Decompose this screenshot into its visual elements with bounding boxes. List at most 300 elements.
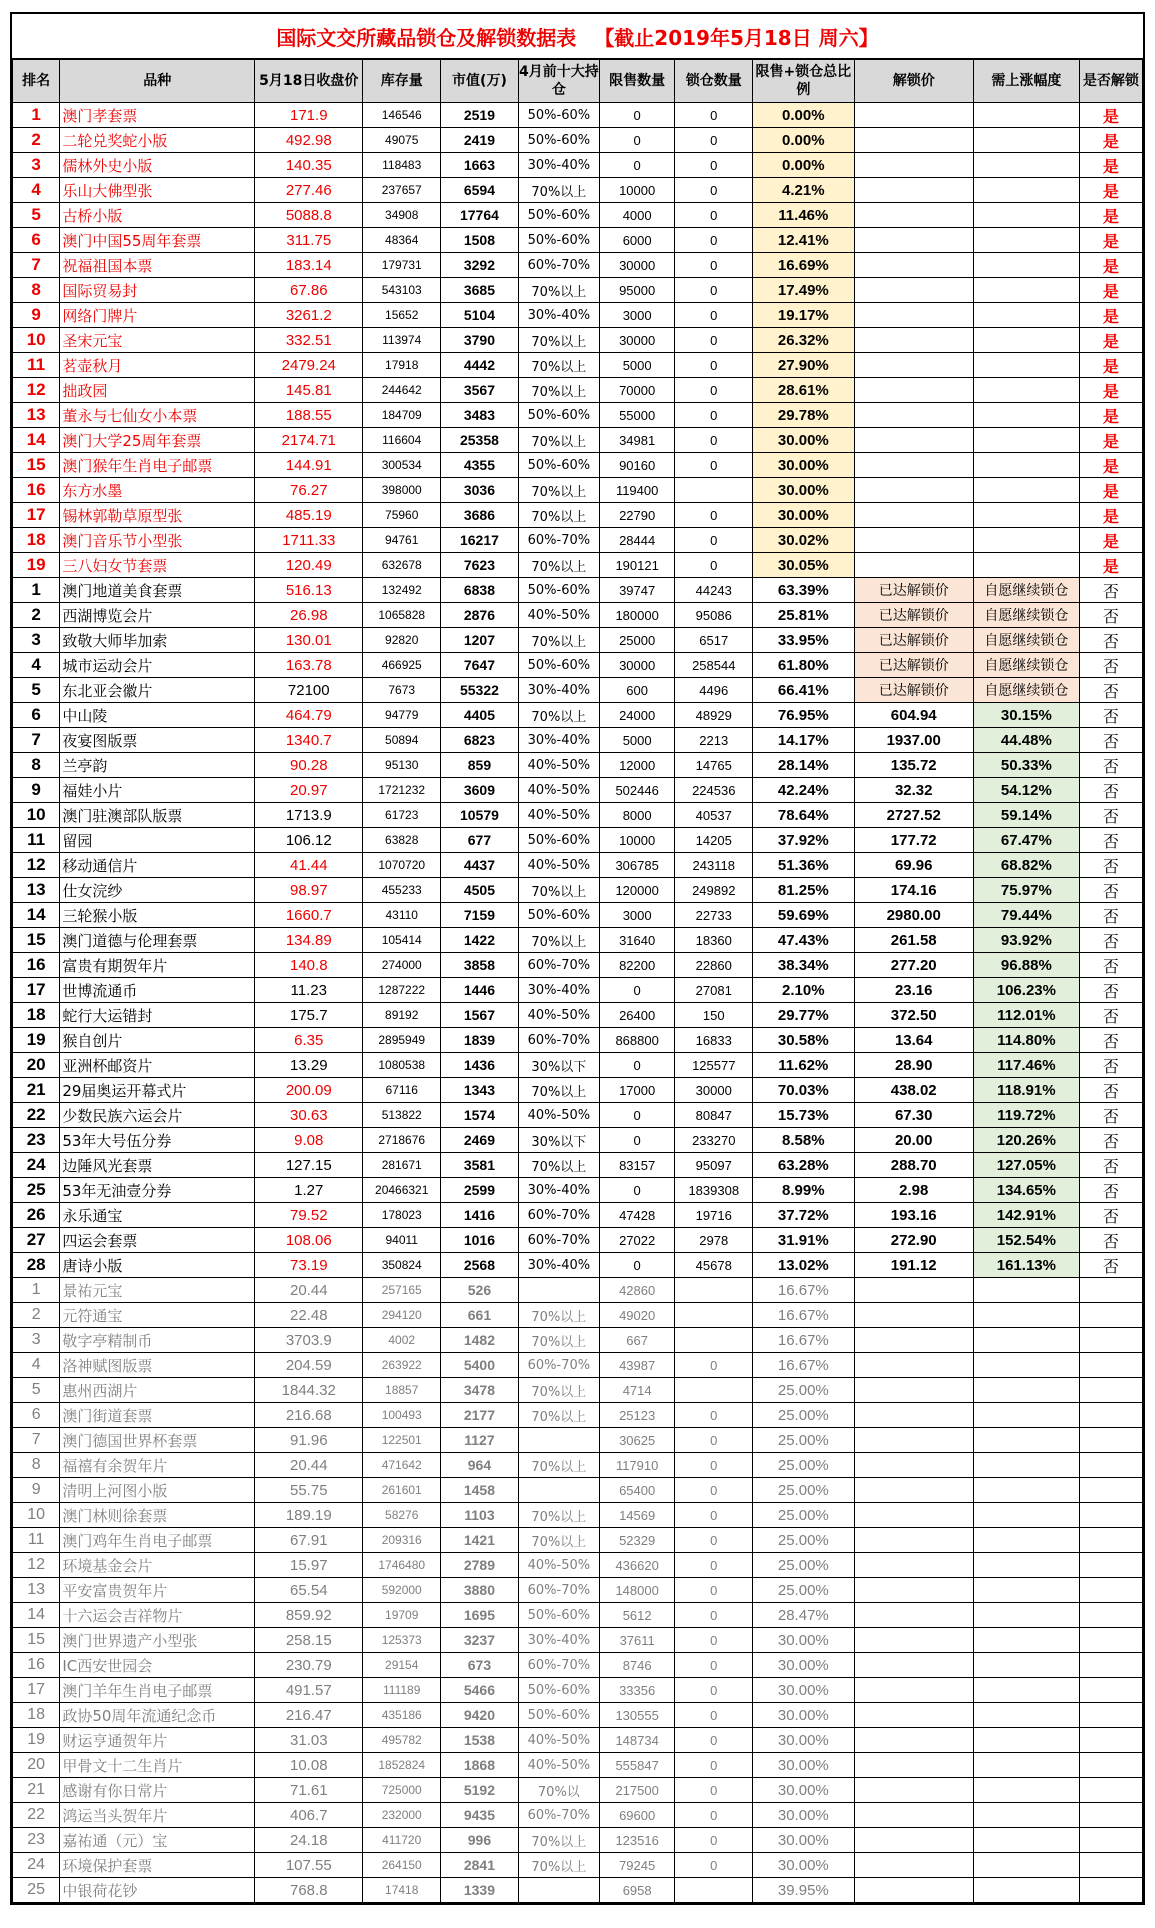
locked-cell: 45678: [675, 1253, 753, 1278]
stock-cell: 237657: [363, 178, 441, 203]
name-cell: 福禧有余贺年片: [60, 1453, 255, 1478]
locked-cell: 0: [675, 1578, 753, 1603]
stock-cell: 17918: [363, 353, 441, 378]
price-cell: 15.97: [255, 1553, 363, 1578]
unlocked-cell: [1079, 1428, 1142, 1453]
top10-cell: 50%-60%: [518, 903, 599, 928]
rank-cell: 9: [13, 1478, 60, 1503]
restricted-cell: 30000: [599, 328, 674, 353]
name-cell: 平安富贵贺年片: [60, 1578, 255, 1603]
market-value-cell: 3609: [441, 778, 519, 803]
ratio-cell: 25.00%: [753, 1428, 854, 1453]
ratio-cell: 31.91%: [753, 1228, 854, 1253]
top10-cell: 50%-60%: [518, 1703, 599, 1728]
ratio-cell: 25.00%: [753, 1378, 854, 1403]
table-row: [13, 1728, 1143, 1753]
rank-cell: 10: [13, 328, 60, 353]
price-cell: 171.9: [255, 103, 363, 128]
unlock-price-cell: [854, 1828, 973, 1853]
table-row: [13, 853, 1143, 878]
top10-cell: 70%以上: [518, 1328, 599, 1353]
ratio-cell: 30.00%: [753, 1853, 854, 1878]
ratio-cell: 37.92%: [753, 828, 854, 853]
rank-cell: 23: [13, 1828, 60, 1853]
stock-cell: 257165: [363, 1278, 441, 1303]
rise-cell: 67.47%: [973, 828, 1079, 853]
locked-cell: 48929: [675, 703, 753, 728]
rank-cell: 21: [13, 1778, 60, 1803]
price-cell: 26.98: [255, 603, 363, 628]
ratio-cell: 0.00%: [753, 103, 854, 128]
top10-cell: 50%-60%: [518, 828, 599, 853]
price-cell: 311.75: [255, 228, 363, 253]
restricted-cell: 28444: [599, 528, 674, 553]
ratio-cell: 25.81%: [753, 603, 854, 628]
rank-cell: 1: [13, 1278, 60, 1303]
rank-cell: 23: [13, 1128, 60, 1153]
price-cell: 216.47: [255, 1703, 363, 1728]
unlock-price-cell: [854, 1803, 973, 1828]
name-cell: 澳门驻澳部队版票: [60, 803, 255, 828]
name-cell: 亚洲杯邮资片: [60, 1053, 255, 1078]
name-cell: 西湖博览会片: [60, 603, 255, 628]
title-bar: [12, 14, 1143, 59]
name-cell: 景祐元宝: [60, 1278, 255, 1303]
stock-cell: 244642: [363, 378, 441, 403]
unlock-price-cell: 372.50: [854, 1003, 973, 1028]
top10-cell: 50%-60%: [518, 653, 599, 678]
market-value-cell: 5104: [441, 303, 519, 328]
table-row: [13, 1778, 1143, 1803]
top10-cell: 50%-60%: [518, 1678, 599, 1703]
locked-cell: 2978: [675, 1228, 753, 1253]
ratio-cell: 30.00%: [753, 428, 854, 453]
name-cell: 祝福祖国本票: [60, 253, 255, 278]
unlock-price-cell: 已达解锁价: [854, 653, 973, 678]
restricted-cell: 25000: [599, 628, 674, 653]
price-cell: 71.61: [255, 1778, 363, 1803]
unlock-price-cell: [854, 503, 973, 528]
name-cell: 城市运动会片: [60, 653, 255, 678]
price-cell: 31.03: [255, 1728, 363, 1753]
price-cell: 2174.71: [255, 428, 363, 453]
unlocked-cell: 否: [1079, 978, 1142, 1003]
unlock-price-cell: [854, 528, 973, 553]
rank-cell: 28: [13, 1253, 60, 1278]
table-row: [13, 1403, 1143, 1428]
rank-cell: 6: [13, 228, 60, 253]
locked-cell: 0: [675, 1553, 753, 1578]
top10-cell: 70%以上: [518, 1828, 599, 1853]
table-row: [13, 1553, 1143, 1578]
rank-cell: 16: [13, 1653, 60, 1678]
top10-cell: 30%-40%: [518, 1178, 599, 1203]
restricted-cell: 79245: [599, 1853, 674, 1878]
ratio-cell: 28.61%: [753, 378, 854, 403]
unlock-price-cell: [854, 1878, 973, 1903]
stock-cell: 43110: [363, 903, 441, 928]
rise-cell: [973, 1628, 1079, 1653]
top10-cell: 60%-70%: [518, 1203, 599, 1228]
table-row: [13, 1753, 1143, 1778]
ratio-cell: 16.69%: [753, 253, 854, 278]
rise-cell: [973, 378, 1079, 403]
top10-cell: 70%以上: [518, 628, 599, 653]
restricted-cell: 0: [599, 103, 674, 128]
unlocked-cell: [1079, 1828, 1142, 1853]
market-value-cell: 9435: [441, 1803, 519, 1828]
restricted-cell: 868800: [599, 1028, 674, 1053]
restricted-cell: 0: [599, 1103, 674, 1128]
name-cell: 惠州西湖片: [60, 1378, 255, 1403]
stock-cell: 274000: [363, 953, 441, 978]
stock-cell: 4002: [363, 1328, 441, 1353]
locked-cell: 40537: [675, 803, 753, 828]
locked-cell: 0: [675, 1753, 753, 1778]
rise-cell: [973, 528, 1079, 553]
rank-cell: 13: [13, 1578, 60, 1603]
rank-cell: 8: [13, 753, 60, 778]
table-row: [13, 103, 1143, 128]
name-cell: 53年大号伍分券: [60, 1128, 255, 1153]
top10-cell: 70%以上: [518, 1303, 599, 1328]
name-cell: 澳门鸡年生肖电子邮票: [60, 1528, 255, 1553]
rank-cell: 17: [13, 1678, 60, 1703]
rise-cell: [973, 1603, 1079, 1628]
unlocked-cell: [1079, 1853, 1142, 1878]
price-cell: 1660.7: [255, 903, 363, 928]
unlock-price-cell: 20.00: [854, 1128, 973, 1153]
name-cell: 边陲风光套票: [60, 1153, 255, 1178]
price-cell: 5088.8: [255, 203, 363, 228]
top10-cell: 50%-60%: [518, 228, 599, 253]
price-cell: 144.91: [255, 453, 363, 478]
unlocked-cell: 否: [1079, 1103, 1142, 1128]
name-cell: 留园: [60, 828, 255, 853]
table-row: [13, 328, 1143, 353]
unlocked-cell: 否: [1079, 753, 1142, 778]
price-cell: 204.59: [255, 1353, 363, 1378]
market-value-cell: 7623: [441, 553, 519, 578]
name-cell: 圣宋元宝: [60, 328, 255, 353]
table-row: [13, 478, 1143, 503]
rise-cell: 30.15%: [973, 703, 1079, 728]
stock-cell: 118483: [363, 153, 441, 178]
locked-cell: 0: [675, 1528, 753, 1553]
rank-cell: 5: [13, 203, 60, 228]
price-cell: 516.13: [255, 578, 363, 603]
stock-cell: 1721232: [363, 778, 441, 803]
unlock-price-cell: 272.90: [854, 1228, 973, 1253]
price-cell: 72100: [255, 678, 363, 703]
locked-cell: 0: [675, 328, 753, 353]
rise-cell: [973, 353, 1079, 378]
locked-cell: 95086: [675, 603, 753, 628]
table-row: [13, 503, 1143, 528]
price-cell: 55.75: [255, 1478, 363, 1503]
price-cell: 1340.7: [255, 728, 363, 753]
name-cell: 三轮猴小版: [60, 903, 255, 928]
name-cell: 澳门世界遗产小型张: [60, 1628, 255, 1653]
restricted-cell: 25123: [599, 1403, 674, 1428]
ratio-cell: 29.78%: [753, 403, 854, 428]
top10-cell: 60%-70%: [518, 1228, 599, 1253]
market-value-cell: 3790: [441, 328, 519, 353]
unlock-price-cell: [854, 1503, 973, 1528]
market-value-cell: 1574: [441, 1103, 519, 1128]
rank-cell: 25: [13, 1878, 60, 1903]
rise-cell: 75.97%: [973, 878, 1079, 903]
market-value-cell: 2519: [441, 103, 519, 128]
unlock-price-cell: [854, 1753, 973, 1778]
unlock-price-cell: 135.72: [854, 753, 973, 778]
unlocked-cell: [1079, 1378, 1142, 1403]
unlocked-cell: 否: [1079, 728, 1142, 753]
ratio-cell: 25.00%: [753, 1578, 854, 1603]
name-cell: 澳门中国55周年套票: [60, 228, 255, 253]
market-value-cell: 4405: [441, 703, 519, 728]
locked-cell: 243118: [675, 853, 753, 878]
market-value-cell: 859: [441, 753, 519, 778]
unlocked-cell: 否: [1079, 953, 1142, 978]
table-row: [13, 1453, 1143, 1478]
unlock-price-cell: [854, 1303, 973, 1328]
ratio-cell: 63.28%: [753, 1153, 854, 1178]
ratio-cell: 2.10%: [753, 978, 854, 1003]
rank-cell: 11: [13, 828, 60, 853]
top10-cell: 40%-50%: [518, 1003, 599, 1028]
stock-cell: 1287222: [363, 978, 441, 1003]
unlock-price-cell: [854, 103, 973, 128]
table-row: [13, 1503, 1143, 1528]
price-cell: 3261.2: [255, 303, 363, 328]
top10-cell: 50%-60%: [518, 1603, 599, 1628]
unlocked-cell: 是: [1079, 103, 1142, 128]
market-value-cell: 2177: [441, 1403, 519, 1428]
price-cell: 200.09: [255, 1078, 363, 1103]
stock-cell: 513822: [363, 1103, 441, 1128]
price-cell: 1711.33: [255, 528, 363, 553]
rise-cell: 自愿继续锁仓: [973, 653, 1079, 678]
price-cell: 140.8: [255, 953, 363, 978]
restricted-cell: 22790: [599, 503, 674, 528]
unlocked-cell: 否: [1079, 1078, 1142, 1103]
unlocked-cell: [1079, 1328, 1142, 1353]
restricted-cell: 6958: [599, 1878, 674, 1903]
name-cell: 洛神赋图版票: [60, 1353, 255, 1378]
unlocked-cell: [1079, 1653, 1142, 1678]
name-cell: 政协50周年流通纪念币: [60, 1703, 255, 1728]
unlocked-cell: [1079, 1478, 1142, 1503]
table-row: [13, 978, 1143, 1003]
market-value-cell: 3858: [441, 953, 519, 978]
name-cell: 环境保护套票: [60, 1853, 255, 1878]
stock-cell: 18857: [363, 1378, 441, 1403]
restricted-cell: 30000: [599, 653, 674, 678]
restricted-cell: 3000: [599, 903, 674, 928]
name-cell: 四运会套票: [60, 1228, 255, 1253]
stock-cell: 34908: [363, 203, 441, 228]
stock-cell: 89192: [363, 1003, 441, 1028]
top10-cell: 50%-60%: [518, 453, 599, 478]
stock-cell: 17418: [363, 1878, 441, 1903]
restricted-cell: 24000: [599, 703, 674, 728]
table-row: [13, 403, 1143, 428]
table-row: [13, 1378, 1143, 1403]
rise-cell: 118.91%: [973, 1078, 1079, 1103]
unlock-price-cell: [854, 378, 973, 403]
stock-cell: 19709: [363, 1603, 441, 1628]
ratio-cell: 70.03%: [753, 1078, 854, 1103]
rank-cell: 21: [13, 1078, 60, 1103]
market-value-cell: 3567: [441, 378, 519, 403]
top10-cell: 70%以上: [518, 1403, 599, 1428]
stock-cell: 95130: [363, 753, 441, 778]
top10-cell: [518, 1428, 599, 1453]
restricted-cell: 600: [599, 678, 674, 703]
rise-cell: [973, 453, 1079, 478]
stock-cell: 146546: [363, 103, 441, 128]
market-value-cell: 4505: [441, 878, 519, 903]
rank-cell: 12: [13, 853, 60, 878]
top10-cell: 50%-60%: [518, 403, 599, 428]
unlock-price-cell: 已达解锁价: [854, 678, 973, 703]
restricted-cell: 148734: [599, 1728, 674, 1753]
top10-cell: 70%以上: [518, 328, 599, 353]
ratio-cell: 15.73%: [753, 1103, 854, 1128]
ratio-cell: 78.64%: [753, 803, 854, 828]
unlock-price-cell: [854, 1653, 973, 1678]
ratio-cell: 33.95%: [753, 628, 854, 653]
price-cell: 91.96: [255, 1428, 363, 1453]
top10-cell: 70%以上: [518, 878, 599, 903]
ratio-cell: 59.69%: [753, 903, 854, 928]
ratio-cell: 30.00%: [753, 1703, 854, 1728]
name-cell: 夜宴图版票: [60, 728, 255, 753]
rise-cell: 自愿继续锁仓: [973, 628, 1079, 653]
rise-cell: [973, 553, 1079, 578]
unlocked-cell: [1079, 1603, 1142, 1628]
restricted-cell: 502446: [599, 778, 674, 803]
locked-cell: 18360: [675, 928, 753, 953]
name-cell: 29届奥运开幕式片: [60, 1078, 255, 1103]
stock-cell: 294120: [363, 1303, 441, 1328]
table-row: [13, 1803, 1143, 1828]
ratio-cell: 30.00%: [753, 1728, 854, 1753]
name-cell: 仕女浣纱: [60, 878, 255, 903]
stock-cell: 100493: [363, 1403, 441, 1428]
rise-cell: 96.88%: [973, 953, 1079, 978]
locked-cell: 0: [675, 178, 753, 203]
unlocked-cell: 否: [1079, 1153, 1142, 1178]
ratio-cell: 11.62%: [753, 1053, 854, 1078]
name-cell: 环境基金会片: [60, 1553, 255, 1578]
locked-cell: 0: [675, 403, 753, 428]
rank-cell: 15: [13, 1628, 60, 1653]
rank-cell: 27: [13, 1228, 60, 1253]
unlock-price-cell: [854, 1528, 973, 1553]
unlock-price-cell: [854, 353, 973, 378]
rank-cell: 14: [13, 903, 60, 928]
rank-cell: 24: [13, 1853, 60, 1878]
ratio-cell: 16.67%: [753, 1278, 854, 1303]
rank-cell: 10: [13, 1503, 60, 1528]
top10-cell: 30%以下: [518, 1053, 599, 1078]
rise-cell: 114.80%: [973, 1028, 1079, 1053]
ratio-cell: 12.41%: [753, 228, 854, 253]
rise-cell: [973, 1578, 1079, 1603]
name-cell: 二轮兑奖蛇小版: [60, 128, 255, 153]
top10-cell: 70%以上: [518, 1503, 599, 1528]
locked-cell: 30000: [675, 1078, 753, 1103]
rise-cell: [973, 178, 1079, 203]
price-cell: 20.97: [255, 778, 363, 803]
rise-cell: 117.46%: [973, 1053, 1079, 1078]
rise-cell: 44.48%: [973, 728, 1079, 753]
header-cell-price: 5月18日收盘价: [255, 60, 363, 103]
restricted-cell: 0: [599, 1128, 674, 1153]
rise-cell: [973, 128, 1079, 153]
top10-cell: 30%-40%: [518, 1628, 599, 1653]
restricted-cell: 0: [599, 1178, 674, 1203]
table-row: [13, 1853, 1143, 1878]
stock-cell: 116604: [363, 428, 441, 453]
table-row: [13, 778, 1143, 803]
market-value-cell: 996: [441, 1828, 519, 1853]
unlocked-cell: [1079, 1353, 1142, 1378]
restricted-cell: 90160: [599, 453, 674, 478]
market-value-cell: 16217: [441, 528, 519, 553]
sheet-date: 【截止2019年5月18日 周六】: [594, 25, 879, 50]
price-cell: 406.7: [255, 1803, 363, 1828]
market-value-cell: 661: [441, 1303, 519, 1328]
restricted-cell: 82200: [599, 953, 674, 978]
rank-cell: 13: [13, 403, 60, 428]
unlock-price-cell: 193.16: [854, 1203, 973, 1228]
unlocked-cell: [1079, 1303, 1142, 1328]
name-cell: 移动通信片: [60, 853, 255, 878]
name-cell: 澳门德国世界杯套票: [60, 1428, 255, 1453]
market-value-cell: 1339: [441, 1878, 519, 1903]
top10-cell: 70%以上: [518, 378, 599, 403]
rank-cell: 18: [13, 1703, 60, 1728]
restricted-cell: 130555: [599, 1703, 674, 1728]
stock-cell: 471642: [363, 1453, 441, 1478]
ratio-cell: 30.00%: [753, 1678, 854, 1703]
rank-cell: 18: [13, 1003, 60, 1028]
rise-cell: 134.65%: [973, 1178, 1079, 1203]
unlocked-cell: [1079, 1553, 1142, 1578]
rank-cell: 7: [13, 253, 60, 278]
price-cell: 6.35: [255, 1028, 363, 1053]
table-row: [13, 278, 1143, 303]
rise-cell: [973, 1353, 1079, 1378]
name-cell: 儒林外史小版: [60, 153, 255, 178]
stock-cell: 466925: [363, 653, 441, 678]
ratio-cell: 61.80%: [753, 653, 854, 678]
restricted-cell: 52329: [599, 1528, 674, 1553]
name-cell: 唐诗小版: [60, 1253, 255, 1278]
ratio-cell: 66.41%: [753, 678, 854, 703]
rise-cell: [973, 1403, 1079, 1428]
price-cell: 65.54: [255, 1578, 363, 1603]
name-cell: 世博流通币: [60, 978, 255, 1003]
locked-cell: 22733: [675, 903, 753, 928]
table-row: [13, 803, 1143, 828]
top10-cell: 30%-40%: [518, 1253, 599, 1278]
price-cell: 163.78: [255, 653, 363, 678]
table-row: [13, 1628, 1143, 1653]
